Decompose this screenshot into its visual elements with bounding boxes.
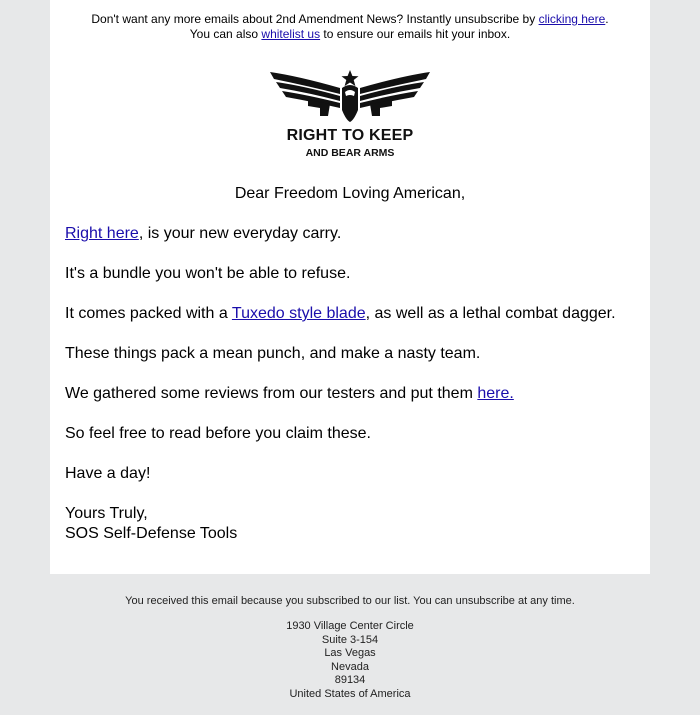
reviews-link[interactable]: here. <box>477 385 514 402</box>
preheader <box>50 12 650 42</box>
greeting: Dear Freedom Loving American, <box>234 185 466 202</box>
paragraph-5 <box>65 384 635 404</box>
address-line: 1930 Village Center Circle <box>286 620 414 632</box>
paragraph-4: These things pack a mean punch, and make a nasty team. <box>65 345 481 362</box>
tuxedo-blade-link[interactable]: Tuxedo style blade <box>231 305 366 322</box>
preheader-line-1 <box>50 12 650 27</box>
paragraph-7: Have a day! <box>65 465 151 482</box>
unsubscribe-link[interactable]: clicking here <box>538 12 606 26</box>
brand-logo <box>268 66 432 162</box>
paragraph-5-text: We gathered some reviews from our testers and put them <box>65 385 478 402</box>
preheader-text: Don't want any more emails about 2nd Amendment News? Instantly unsubscribe by <box>91 12 539 26</box>
logo-title: RIGHT TO KEEP <box>286 127 414 144</box>
preheader-line-2 <box>50 27 650 42</box>
address-line: United States of America <box>289 687 411 700</box>
address-line: Nevada <box>331 660 369 673</box>
paragraph-1 <box>65 224 635 244</box>
signoff <box>65 504 635 544</box>
paragraph-3-text-end: , as well as a lethal combat dagger. <box>365 305 616 322</box>
preheader-text-end: . <box>605 12 609 26</box>
paragraph-6: So feel free to read before you claim these. <box>65 425 371 442</box>
paragraph-1-text: , is your new everyday carry. <box>138 225 342 242</box>
signoff-line-1: Yours Truly, <box>65 505 148 522</box>
address-line: 89134 <box>334 674 366 687</box>
address-line: Suite 3-154 <box>321 633 379 646</box>
paragraph-3-text: It comes packed with a <box>65 305 232 322</box>
footer-note: You received this email because you subscribed to our list. You can unsubscribe at any time. <box>125 595 575 607</box>
right-here-link[interactable]: Right here <box>65 225 139 242</box>
paragraph-3 <box>65 304 635 324</box>
whitelist-link[interactable]: whitelist us <box>261 27 321 41</box>
preheader-text-2-end: to ensure our emails hit your inbox. <box>320 27 511 41</box>
preheader-text-2: You can also <box>189 27 262 41</box>
logo-subtitle: AND BEAR ARMS <box>305 147 395 159</box>
paragraph-2: It's a bundle you won't be able to refuse. <box>65 265 351 282</box>
email-card <box>50 0 650 574</box>
footer-address <box>0 620 700 702</box>
eagle-pistols-icon <box>268 66 432 126</box>
address-line: Las Vegas <box>324 647 376 660</box>
signoff-sender: SOS Self-Defense Tools <box>65 525 238 542</box>
